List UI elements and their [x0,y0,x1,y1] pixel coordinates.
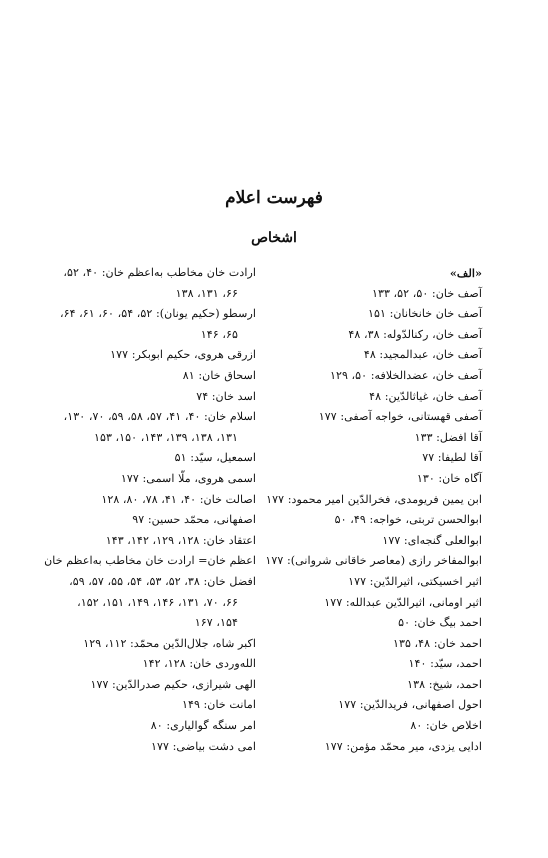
index-entry: اسلام خان: ۴۰، ۴۱، ۵۷، ۵۸، ۵۹، ۷۰، ۱۳۰، [63,410,256,424]
index-entry: ابوالحسن تربتی، خواجه: ۴۹، ۵۰ [334,513,482,527]
index-entry: احمد، سیّد: ۱۴۰ [408,657,482,671]
index-entry-continuation: ۱۳۱، ۱۳۸، ۱۳۹، ۱۴۳، ۱۵۰، ۱۵۳ [93,430,238,444]
index-entry: اسمعیل، سیّد: ۵۱ [174,451,256,465]
index-column-right [257,263,482,757]
index-entry: اصالت خان: ۴۰، ۴۱، ۷۸، ۸۰، ۱۲۸ [101,492,256,506]
index-entry: ارادت خان مخاطب به‌اعظم خان: ۴۰، ۵۲، [63,266,256,279]
index-entry: امی دشت بیاضی: ۱۷۷ [151,739,256,753]
index-entry: ادایی یزدی، میر محمّد مؤمن: ۱۷۷ [324,739,482,753]
index-entry: احول اصفهانی، فریدالدّین: ۱۷۷ [338,698,482,712]
index-entry: آصف خان، عضدالخلافه: ۵۰، ۱۲۹ [329,368,482,382]
index-entry: آصف خان، رکنالدّوله: ۳۸، ۴۸ [348,327,482,341]
index-entry-continuation: ۱۵۴، ۱۶۷ [194,616,238,630]
page-title: فهرست اعلام [225,188,323,208]
index-letter-heading: «الف» [449,266,482,280]
index-entry: اسحاق خان: ۸۱ [182,368,256,382]
index-entry: اثیر اومانی، اثیرالدّین عبدالله: ۱۷۷ [324,595,482,609]
index-entry: اثیر اخسیکتی، اثیرالدّین: ۱۷۷ [348,574,482,588]
index-entry: آصف خان، غیاثالدّین: ۴۸ [369,389,482,403]
section-subtitle: اشخاص [251,230,297,246]
index-entry: آصفی قهستانی، خواجه آصفی: ۱۷۷ [318,410,482,424]
index-entry: ابوالعلی گنجه‌ای: ۱۷۷ [382,533,482,547]
index-entry: اخلاص خان: ۸۰ [410,719,482,733]
index-entry: احمد خان: ۴۸، ۱۳۵ [392,636,482,650]
index-entry-continuation: ۶۶، ۷۰، ۱۳۱، ۱۴۶، ۱۴۹، ۱۵۱، ۱۵۲، [77,595,238,609]
index-entry-continuation: ۶۵، ۱۴۶ [200,327,238,341]
index-entry: آگاه خان: ۱۳۰ [416,471,482,485]
index-entry: اعتقاد خان: ۱۲۸، ۱۲۹، ۱۴۲، ۱۴۳ [105,533,256,547]
index-entry: اکبر شاه، جلال‌الدّین محمّد: ۱۱۲، ۱۲۹ [83,636,256,650]
index-entry: ارسطو (حکیم یونان): ۵۲، ۵۴، ۶۰، ۶۱، ۶۴، [59,307,256,321]
index-entry: آصف خان، عبدالمجید: ۴۸ [363,348,482,362]
index-entry: احمد، شیخ: ۱۳۸ [407,677,482,691]
index-entry: آقا لطیفا: ۷۷ [422,451,482,465]
index-entry: الله‌وردی خان: ۱۲۸، ۱۴۲ [142,657,256,671]
index-entry: اصفهانی، محمّد حسین: ۹۷ [132,513,256,527]
index-entry: اسمی هروی، ملّا اسمی: ۱۷۷ [120,471,256,485]
index-entry: احمد بیگ خان: ۵۰ [398,616,482,630]
index-entry: اسد خان: ۷۴ [196,389,256,403]
index-entry: ابن یمین فریومدی، فخرالدّین امیر محمود: ۱۷۷ [266,492,482,506]
index-entry: اعظم خان= ارادت خان مخاطب به‌اعظم خان [44,554,256,568]
index-entry: الهی شیرازی، حکیم صدرالدّین: ۱۷۷ [90,677,256,691]
index-entry-continuation: ۶۶، ۱۳۱، ۱۳۸ [175,286,238,300]
index-entry: افضل خان: ۳۸، ۵۲، ۵۳، ۵۴، ۵۵، ۵۷، ۵۹، [69,574,256,588]
index-column-left [31,263,256,757]
index-entry: ابوالمفاخر رازی (معاصر خاقانی شروانی): ۱۷۷ [265,554,482,568]
index-entry: آقا افضل: ۱۳۳ [414,430,482,444]
index-entry: آصف خان خانخانان: ۱۵۱ [367,307,482,321]
index-entry: امر سنگه گوالیاری: ۸۰ [150,719,256,733]
index-entry: امانت خان: ۱۴۹ [181,698,256,712]
index-entry: آصف خان: ۵۰، ۵۲، ۱۳۳ [371,286,482,300]
index-entry: ازرقی هروی، حکیم ابوبکر: ۱۷۷ [110,348,256,362]
